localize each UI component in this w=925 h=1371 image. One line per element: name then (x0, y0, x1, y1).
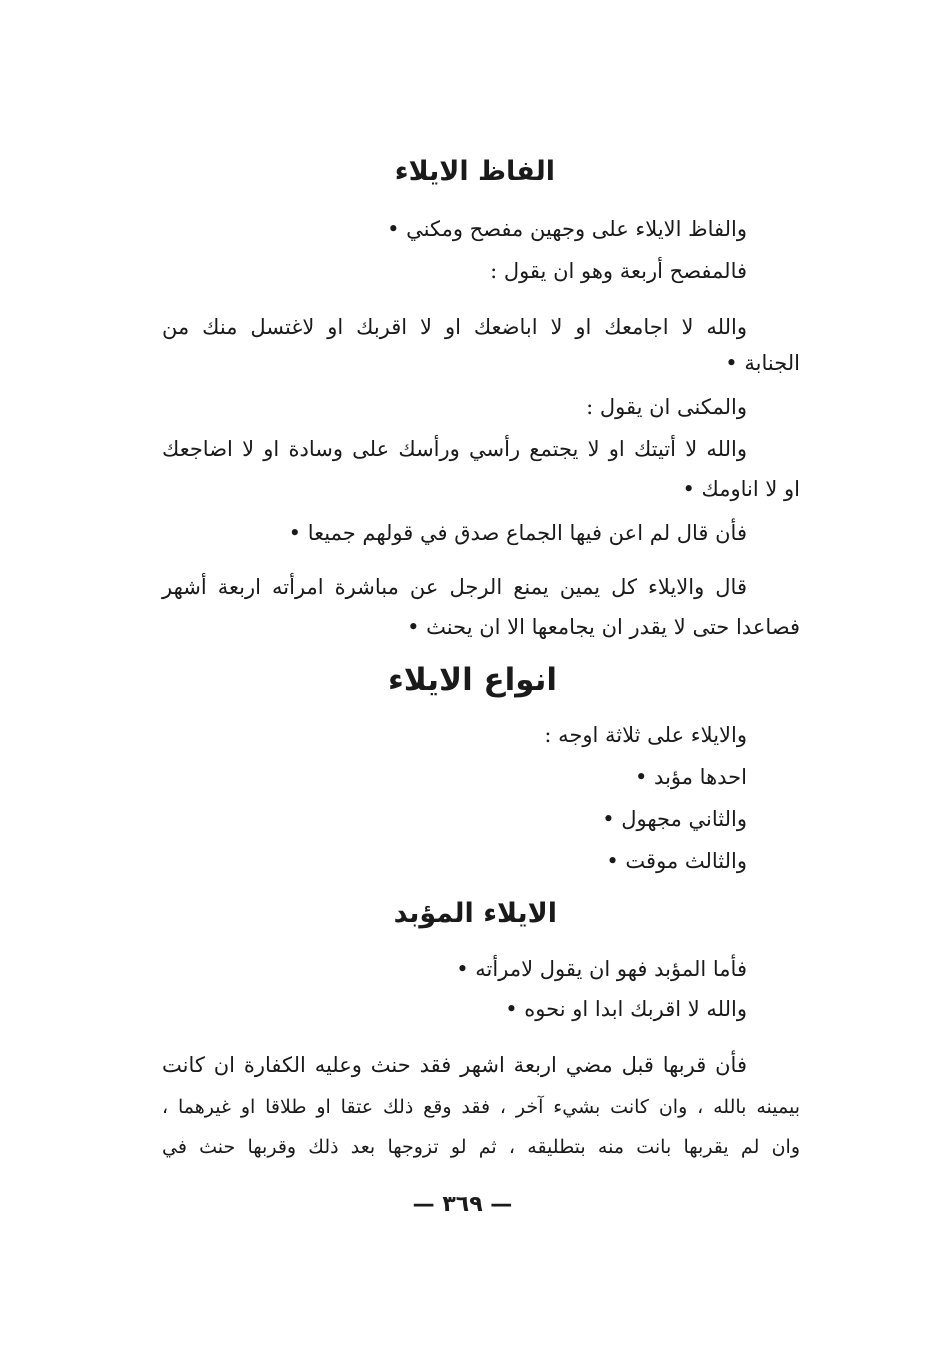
text-line: والله لا اجامعك او لا اباضعك او لا اقربك او لاغتسل منك من (162, 315, 747, 339)
page-number: — ٣٦٩ — (412, 1192, 513, 1217)
text-line: وان لم يقربها بانت منه بتطليقه ، ثم لو تزوجها بعد ذلك وقربها حنث في (162, 1136, 800, 1158)
text-line: فأما المؤبد فهو ان يقول لامرأته • (456, 957, 747, 981)
text-line: والفاظ الايلاء على وجهين مفصح ومكني • (387, 217, 747, 241)
text-line: بيمينه بالله ، وان كانت بشيء آخر ، فقد وقع ذلك عتقا او طلاقا او غيرهما ، (162, 1096, 800, 1118)
text-line: والثاني مجهول • (602, 807, 747, 831)
text-line: والله لا اقربك ابدا او نحوه • (505, 997, 747, 1021)
text-line: قال والايلاء كل يمين يمنع الرجل عن مباشرة امرأته اربعة أشهر (162, 575, 747, 599)
text-line: والمكنى ان يقول : (586, 395, 747, 419)
text-line: فالمفصح أربعة وهو ان يقول : (490, 259, 747, 283)
text-line: احدها مؤبد • (634, 765, 747, 789)
section-heading-ilaa-words: الفاظ الايلاء (394, 156, 555, 187)
section-heading-permanent-ilaa: الايلاء المؤبد (393, 898, 557, 929)
text-line: فأن قربها قبل مضي اربعة اشهر فقد حنث وعليه الكفارة ان كانت (162, 1053, 747, 1077)
text-line: او لا اناومك • (682, 477, 800, 501)
text-line: والله لا أتيتك او لا يجتمع رأسي ورأسك على وسادة او لا اضاجعك (162, 437, 747, 461)
text-line: فصاعدا حتى لا يقدر ان يجامعها الا ان يحنث • (407, 615, 800, 639)
text-line: الجنابة • (725, 351, 800, 375)
text-line: فأن قال لم اعن فيها الجماع صدق في قولهم جميعا • (288, 521, 747, 545)
section-heading-ilaa-types: انواع الايلاء (387, 662, 557, 698)
text-line: والثالث موقت • (606, 849, 747, 873)
text-line: والايلاء على ثلاثة اوجه : (544, 723, 747, 747)
